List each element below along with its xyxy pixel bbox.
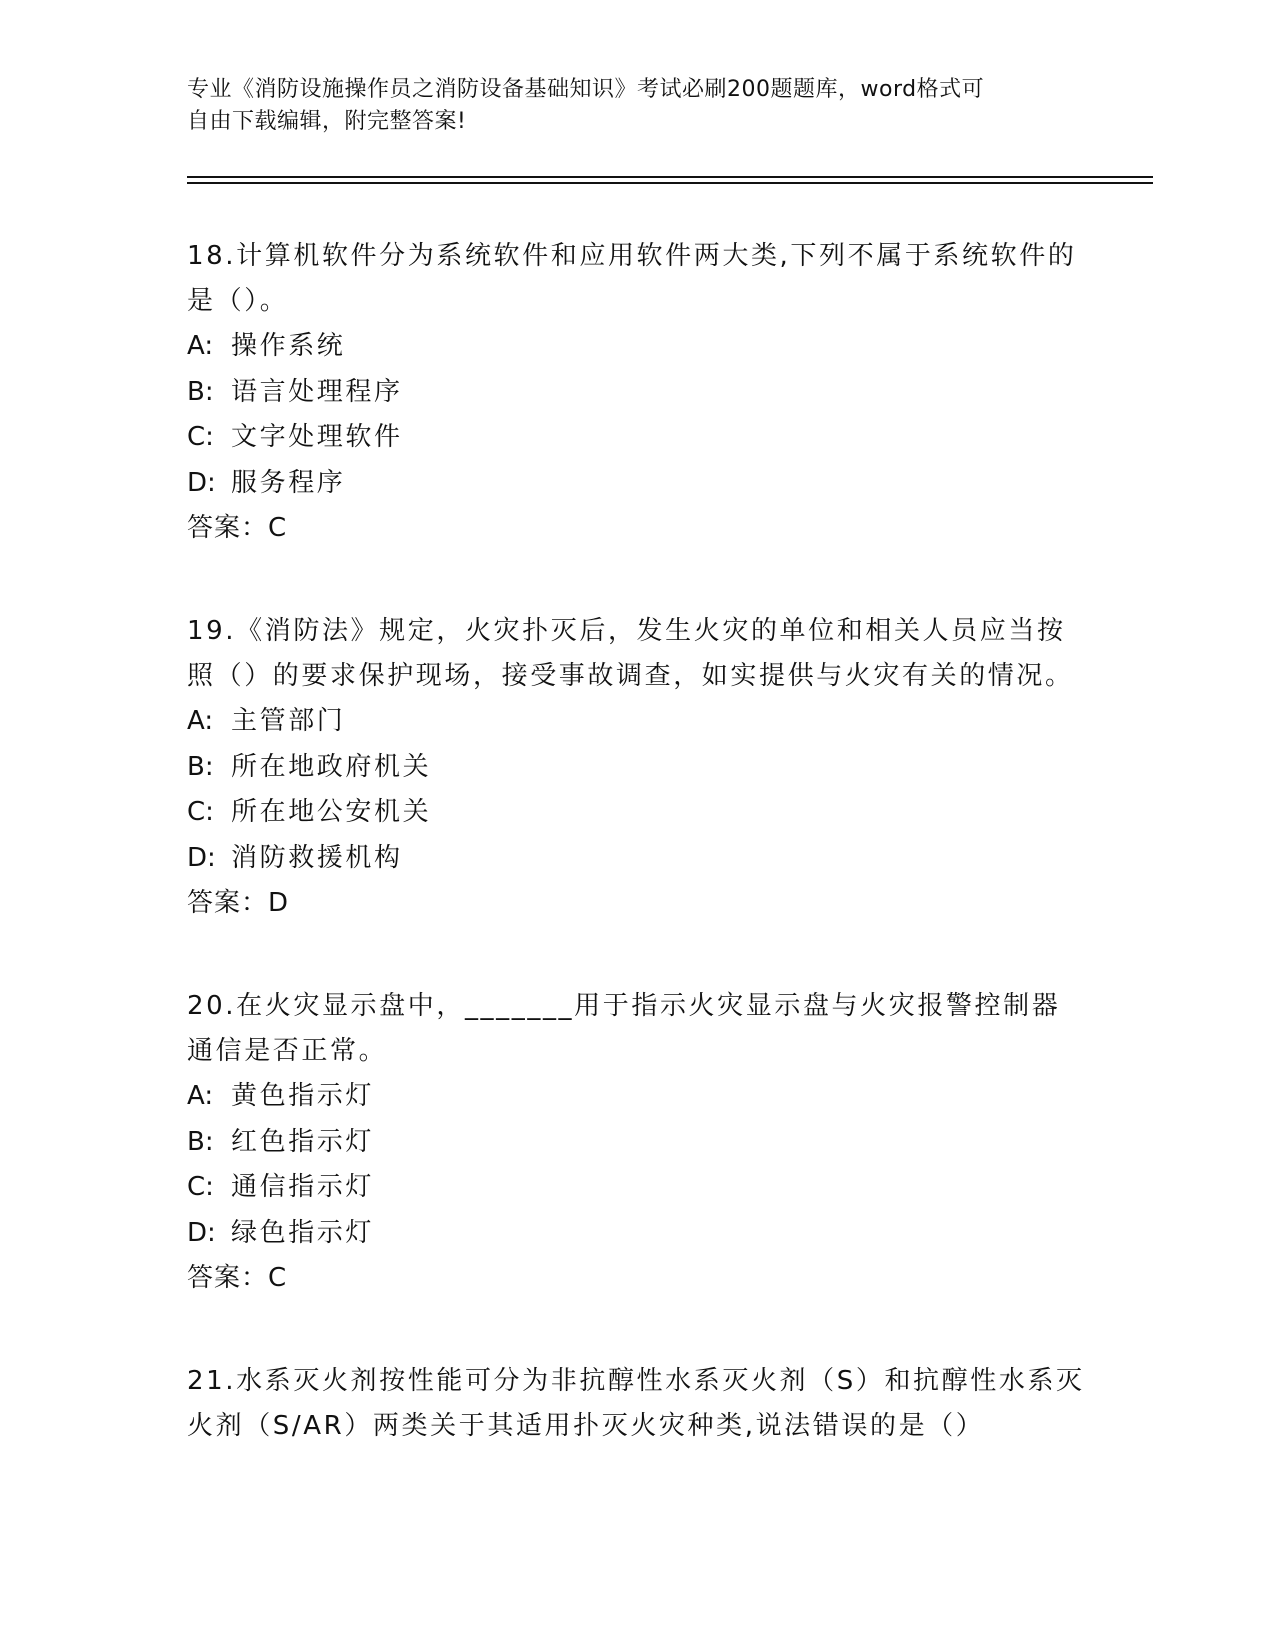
question-21 <box>187 1359 1087 1449</box>
option-b <box>187 745 1087 791</box>
option-text: 消防救援机构 <box>231 842 403 873</box>
option-letter: A: <box>187 1081 214 1111</box>
question-list <box>187 234 1087 1507</box>
option-letter: A: <box>187 331 214 361</box>
question-text: 20.在火灾显示盘中，_______用于指示火灾显示盘与火灾报警控制器通信是否正常。 <box>187 991 1061 1066</box>
option-letter: A: <box>187 706 214 736</box>
option-text: 服务程序 <box>231 467 346 498</box>
question-20 <box>187 984 1087 1301</box>
option-text: 文字处理软件 <box>231 422 403 452</box>
option-b <box>187 1120 1087 1166</box>
option-letter: B: <box>187 376 214 407</box>
option-letter: C: <box>187 1172 214 1202</box>
option-letter: D: <box>187 1217 216 1248</box>
option-d <box>187 836 1087 882</box>
option-text: 操作系统 <box>231 331 346 361</box>
header-divider-top <box>187 176 1153 178</box>
answer-line: 答案：D <box>187 888 290 918</box>
option-letter: D: <box>187 842 216 873</box>
option-a <box>187 1074 1087 1120</box>
option-text: 通信指示灯 <box>231 1172 375 1202</box>
question-text: 19.《消防法》规定，火灾扑灭后，发生火灾的单位和相关人员应当按照（）的要求保护现场，接受事故调查，如实提供与火灾有关的情况。 <box>187 616 1074 691</box>
question-19 <box>187 609 1087 926</box>
header-line-2: 自由下载编辑，附完整答案! <box>187 109 467 134</box>
option-d <box>187 461 1087 507</box>
option-letter: C: <box>187 797 214 827</box>
question-text: 21.水系灭火剂按性能可分为非抗醇性水系灭火剂（S）和抗醇性水系灭火剂（S/AR）两类关于其适用扑灭火灾种类,说法错误的是（） <box>187 1366 1085 1441</box>
question-text: 18.计算机软件分为系统软件和应用软件两大类,下列不属于系统软件的是（）。 <box>187 241 1077 316</box>
document-header <box>187 74 1067 138</box>
option-text: 所在地公安机关 <box>231 797 432 827</box>
option-c <box>187 1165 1087 1211</box>
option-text: 红色指示灯 <box>231 1126 375 1157</box>
option-text: 语言处理程序 <box>231 376 403 407</box>
option-a <box>187 324 1087 370</box>
option-letter: B: <box>187 751 214 782</box>
option-c <box>187 790 1087 836</box>
option-text: 黄色指示灯 <box>231 1081 375 1111</box>
option-text: 绿色指示灯 <box>231 1217 375 1248</box>
option-d <box>187 1211 1087 1257</box>
header-divider-bottom <box>187 182 1153 184</box>
answer-line: 答案：C <box>187 1263 288 1293</box>
answer-line: 答案：C <box>187 513 288 543</box>
question-18 <box>187 234 1087 551</box>
option-text: 主管部门 <box>231 706 346 736</box>
option-b <box>187 370 1087 416</box>
option-letter: D: <box>187 467 216 498</box>
header-line-1: 专业《消防设施操作员之消防设备基础知识》考试必刷200题题库，word格式可 <box>187 77 985 102</box>
option-a <box>187 699 1087 745</box>
option-letter: B: <box>187 1126 214 1157</box>
option-c <box>187 415 1087 461</box>
option-text: 所在地政府机关 <box>231 751 432 782</box>
option-letter: C: <box>187 422 214 452</box>
